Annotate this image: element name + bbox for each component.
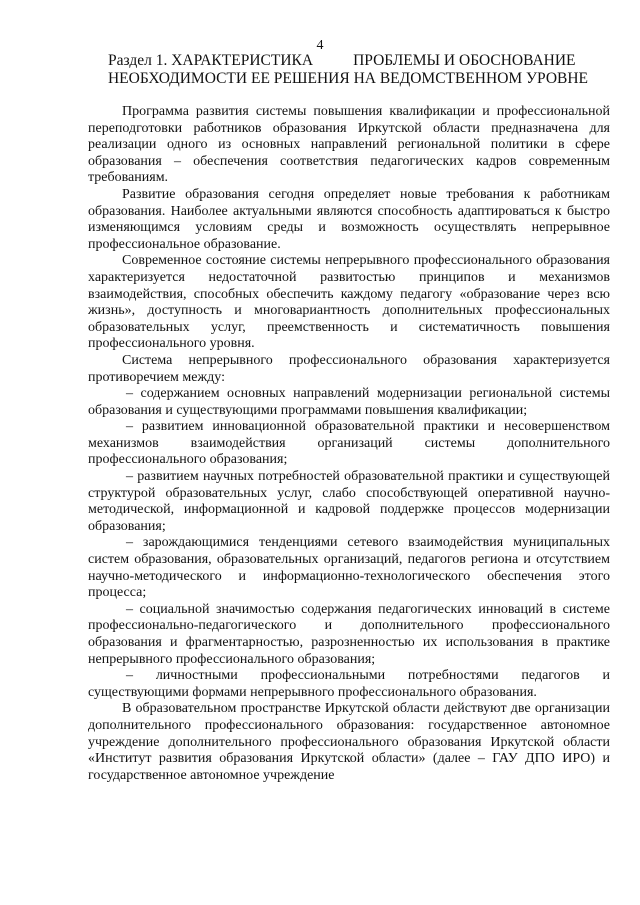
list-item: – содержанием основных направлений модернизации региональной системы образования и существующими программами повышения квалификации; (88, 386, 610, 418)
paragraph: Развитие образования сегодня определяет новые требования к работникам образования. Наиболее актуальными являются способность адаптироваться к быстро изменяющимся условиям среды и возможность осуществлять непрерывное профессиональное образование. (88, 186, 610, 252)
list-item: – социальной значимостью содержания педагогических инноваций в системе профессионально-педагогического и дополнительного профессионального образования и фрагментарностью, разрозненностью их использования в практике непрерывного профессионального образования; (88, 601, 610, 667)
list-item: – развитием научных потребностей образовательной практики и существующей структурой образовательных услуг, слабо способствующей оперативной научно-методической, информационной и кадровой поддержке процессов модернизации образования; (88, 469, 610, 534)
page-number: 4 (316, 38, 324, 53)
section-heading-line-2: НЕОБХОДИМОСТИ ЕЕ РЕШЕНИЯ НА ВЕДОМСТВЕННОМ УРОВНЕ (107, 70, 589, 87)
document-body (88, 104, 610, 784)
paragraph: В образовательном пространстве Иркутской области действуют две организации дополнительного профессионального образования: государственное автономное учреждение дополнительного профессионального образования Иркутской области «Институт развития образования Иркутской области» (далее – ГАУ ДПО ИРО) и государственное автономное учреждение (88, 701, 610, 783)
list-item: – зарождающимися тенденциями сетевого взаимодействия муниципальных систем образования, образовательных организаций, педагогов региона и отсутствием научно-методического и информационно-технологического обеспечения этого процесса; (88, 535, 610, 601)
section-heading (88, 52, 608, 88)
paragraph: Современное состояние системы непрерывного профессионального образования характеризуется недостаточной развитостью принципов и механизмов взаимодействия, способных обеспечить каждому педагогу «образование через всю жизнь», доступность и многовариантность дополнительных профессиональных образовательных услуг, преемственность и систематичность повышения профессионального уровня. (88, 253, 610, 352)
paragraph: Система непрерывного профессионального образования характеризуется противоречием между: (88, 352, 610, 385)
list-item: – развитием инновационной образовательной практики и несовершенством механизмов взаимодействия организаций системы дополнительного профессионального образования; (88, 419, 610, 468)
list-item: – личностными профессиональными потребностями педагогов и существующими формами непрерывного профессионального образования. (88, 668, 610, 700)
section-heading-part-b: ПРОБЛЕМЫ И ОБОСНОВАНИЕ (353, 52, 576, 69)
paragraph: Программа развития системы повышения квалификации и профессиональной переподготовки работников образования Иркутской области предназначена для реализации одного из основных направлений региональной политики в сфере образования – обеспечения соответствия педагогических кадров современным требованиям. (88, 104, 610, 186)
section-heading-line-1 (88, 52, 608, 70)
section-heading-part-a: Раздел 1. ХАРАКТЕРИСТИКА (108, 52, 314, 69)
